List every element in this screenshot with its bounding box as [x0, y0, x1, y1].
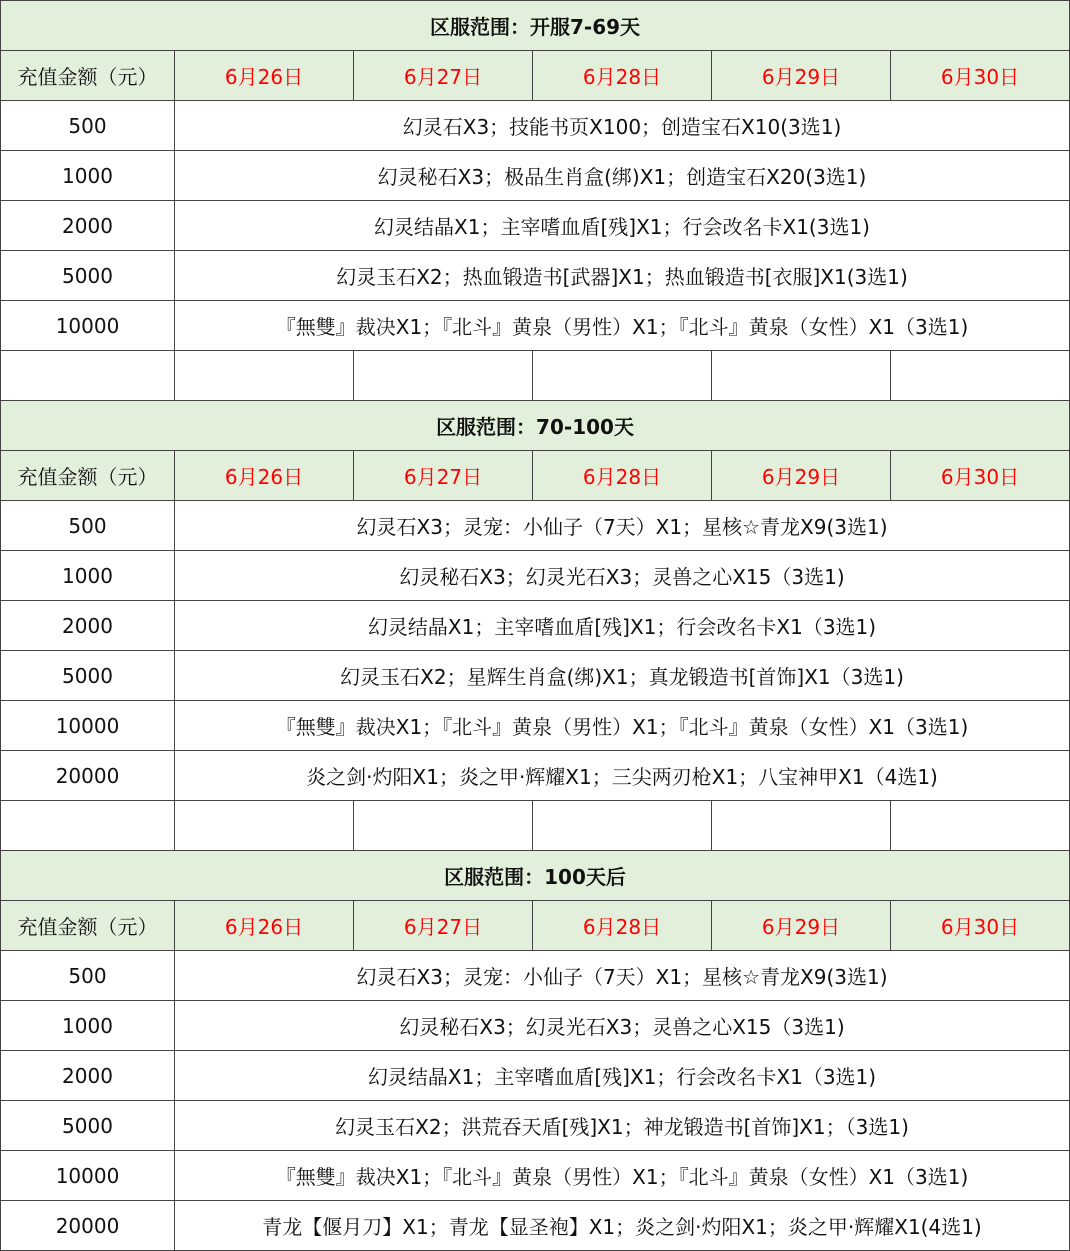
section-title: 区服范围：70-100天: [1, 401, 1070, 451]
empty-cell: [354, 351, 533, 401]
section-title: 区服范围：开服7-69天: [1, 1, 1070, 51]
reward-cell: 炎之剑·灼阳X1；炎之甲·辉耀X1；三尖两刃枪X1；八宝神甲X1（4选1): [175, 751, 1070, 801]
reward-cell: 『無雙』裁决X1；『北斗』黄泉（男性）X1；『北斗』黄泉（女性）X1（3选1): [175, 301, 1070, 351]
date-header: 6月30日: [891, 51, 1070, 101]
table-row: [1, 251, 1070, 301]
amount-cell: 10000: [1, 1151, 175, 1201]
date-header: 6月30日: [891, 451, 1070, 501]
empty-cell: [533, 351, 712, 401]
header-row: [1, 901, 1070, 951]
reward-cell: 幻灵玉石X2；热血锻造书[武器]X1；热血锻造书[衣服]X1(3选1): [175, 251, 1070, 301]
reward-cell: 幻灵秘石X3；幻灵光石X3；灵兽之心X15（3选1): [175, 551, 1070, 601]
section-title-row: [1, 851, 1070, 901]
reward-cell: 幻灵秘石X3；幻灵光石X3；灵兽之心X15（3选1): [175, 1001, 1070, 1051]
empty-cell: [175, 351, 354, 401]
reward-cell: 幻灵石X3；灵宠：小仙子（7天）X1；星核☆青龙X9(3选1): [175, 501, 1070, 551]
date-header: 6月29日: [712, 51, 891, 101]
reward-cell: 幻灵秘石X3；极品生肖盒(绑)X1；创造宝石X20(3选1): [175, 151, 1070, 201]
amount-cell: 20000: [1, 1201, 175, 1251]
reward-cell: 幻灵结晶X1；主宰嗜血盾[残]X1；行会改名卡X1（3选1): [175, 1051, 1070, 1101]
amount-cell: 500: [1, 951, 175, 1001]
table-row: [1, 1101, 1070, 1151]
empty-cell: [533, 801, 712, 851]
section-title-row: [1, 401, 1070, 451]
empty-cell: [712, 351, 891, 401]
date-header: 6月27日: [354, 451, 533, 501]
empty-cell: [1, 351, 175, 401]
table-row: [1, 301, 1070, 351]
date-header: 6月26日: [175, 901, 354, 951]
reward-cell: 幻灵玉石X2；洪荒吞天盾[残]X1；神龙锻造书[首饰]X1；（3选1): [175, 1101, 1070, 1151]
amount-cell: 5000: [1, 251, 175, 301]
table-row: [1, 751, 1070, 801]
amount-cell: 1000: [1, 1001, 175, 1051]
table-row: [1, 951, 1070, 1001]
amount-cell: 10000: [1, 301, 175, 351]
amount-cell: 2000: [1, 201, 175, 251]
table-row: [1, 101, 1070, 151]
reward-cell: 幻灵结晶X1；主宰嗜血盾[残]X1；行会改名卡X1(3选1): [175, 201, 1070, 251]
date-header: 6月29日: [712, 451, 891, 501]
amount-cell: 2000: [1, 601, 175, 651]
amount-cell: 10000: [1, 701, 175, 751]
empty-cell: [891, 801, 1070, 851]
empty-row: [1, 801, 1070, 851]
amount-cell: 5000: [1, 651, 175, 701]
amount-cell: 2000: [1, 1051, 175, 1101]
header-row: [1, 51, 1070, 101]
empty-row: [1, 351, 1070, 401]
amount-header: 充值金额（元）: [1, 451, 175, 501]
amount-header: 充值金额（元）: [1, 51, 175, 101]
reward-cell: 『無雙』裁决X1；『北斗』黄泉（男性）X1；『北斗』黄泉（女性）X1（3选1): [175, 701, 1070, 751]
reward-cell: 幻灵结晶X1；主宰嗜血盾[残]X1；行会改名卡X1（3选1): [175, 601, 1070, 651]
date-header: 6月29日: [712, 901, 891, 951]
table-row: [1, 501, 1070, 551]
date-header: 6月28日: [533, 901, 712, 951]
table-row: [1, 651, 1070, 701]
date-header: 6月30日: [891, 901, 1070, 951]
amount-cell: 1000: [1, 151, 175, 201]
empty-cell: [891, 351, 1070, 401]
amount-header: 充值金额（元）: [1, 901, 175, 951]
date-header: 6月26日: [175, 451, 354, 501]
reward-cell: 幻灵石X3；技能书页X100；创造宝石X10(3选1): [175, 101, 1070, 151]
date-header: 6月26日: [175, 51, 354, 101]
table-row: [1, 1051, 1070, 1101]
empty-cell: [175, 801, 354, 851]
amount-cell: 500: [1, 101, 175, 151]
table-row: [1, 701, 1070, 751]
table-row: [1, 1151, 1070, 1201]
table-row: [1, 1001, 1070, 1051]
reward-cell: 幻灵玉石X2；星辉生肖盒(绑)X1；真龙锻造书[首饰]X1（3选1): [175, 651, 1070, 701]
date-header: 6月27日: [354, 51, 533, 101]
amount-cell: 1000: [1, 551, 175, 601]
date-header: 6月27日: [354, 901, 533, 951]
amount-cell: 5000: [1, 1101, 175, 1151]
table-row: [1, 201, 1070, 251]
date-header: 6月28日: [533, 451, 712, 501]
header-row: [1, 451, 1070, 501]
date-header: 6月28日: [533, 51, 712, 101]
table-row: [1, 1201, 1070, 1251]
amount-cell: 500: [1, 501, 175, 551]
amount-cell: 20000: [1, 751, 175, 801]
empty-cell: [354, 801, 533, 851]
empty-cell: [1, 801, 175, 851]
section-title: 区服范围：100天后: [1, 851, 1070, 901]
empty-cell: [712, 801, 891, 851]
reward-cell: 幻灵石X3；灵宠：小仙子（7天）X1；星核☆青龙X9(3选1): [175, 951, 1070, 1001]
table-row: [1, 151, 1070, 201]
reward-cell: 青龙【偃月刀】X1；青龙【显圣袍】X1；炎之剑·灼阳X1；炎之甲·辉耀X1(4选1): [175, 1201, 1070, 1251]
table-row: [1, 551, 1070, 601]
table-row: [1, 601, 1070, 651]
reward-cell: 『無雙』裁决X1；『北斗』黄泉（男性）X1；『北斗』黄泉（女性）X1（3选1): [175, 1151, 1070, 1201]
section-title-row: [1, 1, 1070, 51]
